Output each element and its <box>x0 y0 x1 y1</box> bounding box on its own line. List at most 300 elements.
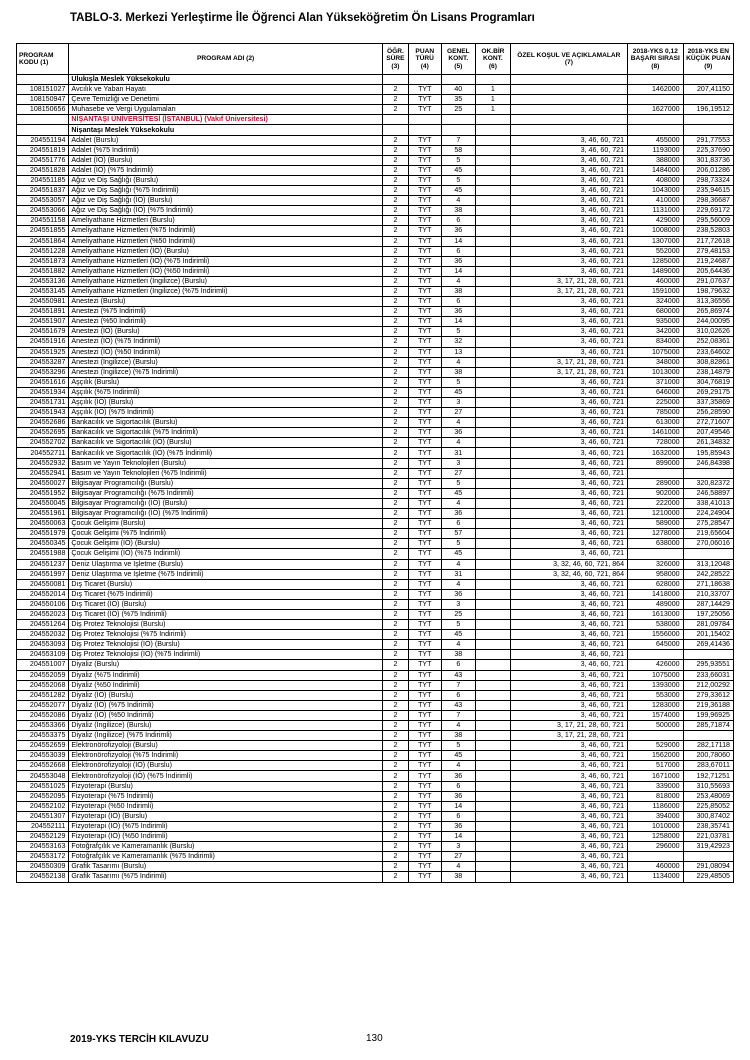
special-conditions: 3, 46, 60, 721 <box>510 589 627 599</box>
min-score <box>683 852 733 862</box>
score-type: TYT <box>409 206 441 216</box>
duration: 2 <box>382 700 408 710</box>
special-conditions: 3, 46, 60, 721 <box>510 145 627 155</box>
program-name: Diş Protez Teknolojisi (İÖ) (%75 İndirimli) <box>69 650 382 660</box>
top-student-quota <box>476 438 511 448</box>
min-score: 253,48069 <box>683 791 733 801</box>
program-code: 204551952 <box>17 488 69 498</box>
programs-table <box>16 43 734 883</box>
program-code: 204553066 <box>17 206 69 216</box>
score-type: TYT <box>409 690 441 700</box>
page-number: 130 <box>366 1033 383 1044</box>
duration: 2 <box>382 266 408 276</box>
program-code: 204552659 <box>17 741 69 751</box>
header-special-conditions: ÖZEL KOŞUL VE AÇIKLAMALAR (7) <box>510 44 627 75</box>
min-score: 261,34832 <box>683 438 733 448</box>
duration: 2 <box>382 317 408 327</box>
table-row <box>17 266 734 276</box>
special-conditions: 3, 46, 60, 721 <box>510 175 627 185</box>
program-code: 204551864 <box>17 236 69 246</box>
table-row <box>17 630 734 640</box>
success-rank: 460000 <box>628 276 684 286</box>
score-type: TYT <box>409 852 441 862</box>
special-conditions: 3, 46, 60, 721 <box>510 256 627 266</box>
program-name: Diyaliz (İÖ) (Burslu) <box>69 690 382 700</box>
success-rank: 408000 <box>628 175 684 185</box>
score-type: TYT <box>409 418 441 428</box>
score-type: TYT <box>409 448 441 458</box>
success-rank: 517000 <box>628 761 684 771</box>
general-quota: 4 <box>441 579 476 589</box>
duration: 2 <box>382 781 408 791</box>
general-quota: 38 <box>441 206 476 216</box>
program-code: 204550063 <box>17 519 69 529</box>
top-student-quota <box>476 670 511 680</box>
program-code: 204550106 <box>17 599 69 609</box>
empty-cell <box>409 75 441 85</box>
table-row <box>17 801 734 811</box>
success-rank: 628000 <box>628 579 684 589</box>
empty-cell <box>683 75 733 85</box>
special-conditions: 3, 46, 60, 721 <box>510 408 627 418</box>
duration: 2 <box>382 428 408 438</box>
table-row <box>17 771 734 781</box>
program-name: Diyaliz (Burslu) <box>69 660 382 670</box>
top-student-quota <box>476 771 511 781</box>
min-score: 219,36188 <box>683 700 733 710</box>
score-type: TYT <box>409 589 441 599</box>
success-rank: 225000 <box>628 398 684 408</box>
program-code: 204553287 <box>17 357 69 367</box>
special-conditions: 3, 46, 60, 721 <box>510 448 627 458</box>
table-row <box>17 579 734 589</box>
general-quota: 57 <box>441 529 476 539</box>
program-code: 204551837 <box>17 186 69 196</box>
program-code: 204551988 <box>17 549 69 559</box>
success-rank: 1278000 <box>628 529 684 539</box>
general-quota: 38 <box>441 286 476 296</box>
special-conditions: 3, 46, 60, 721 <box>510 741 627 751</box>
table-row <box>17 145 734 155</box>
top-student-quota <box>476 398 511 408</box>
min-score: 192,71251 <box>683 771 733 781</box>
special-conditions: 3, 46, 60, 721 <box>510 791 627 801</box>
min-score: 298,73324 <box>683 175 733 185</box>
top-student-quota: 1 <box>476 95 511 105</box>
top-student-quota <box>476 821 511 831</box>
score-type: TYT <box>409 670 441 680</box>
score-type: TYT <box>409 95 441 105</box>
program-code: 204552111 <box>17 821 69 831</box>
table-row <box>17 609 734 619</box>
success-rank: 1008000 <box>628 226 684 236</box>
guide-footer: 2019-YKS TERCİH KILAVUZU <box>70 1034 209 1045</box>
score-type: TYT <box>409 650 441 660</box>
table-row <box>17 95 734 105</box>
table-row <box>17 852 734 862</box>
score-type: TYT <box>409 286 441 296</box>
success-rank <box>628 95 684 105</box>
success-rank: 326000 <box>628 559 684 569</box>
top-student-quota <box>476 690 511 700</box>
program-code: 204551961 <box>17 509 69 519</box>
empty-cell <box>510 115 627 125</box>
min-score: 291,07637 <box>683 276 733 286</box>
success-rank: 538000 <box>628 620 684 630</box>
table-row <box>17 337 734 347</box>
score-type: TYT <box>409 741 441 751</box>
score-type: TYT <box>409 256 441 266</box>
score-type: TYT <box>409 620 441 630</box>
general-quota: 3 <box>441 842 476 852</box>
program-name: Bankacılık ve Sigortacılık (İÖ) (%75 İndirimli) <box>69 448 382 458</box>
top-student-quota <box>476 620 511 630</box>
min-score: 210,33707 <box>683 589 733 599</box>
score-type: TYT <box>409 791 441 801</box>
duration: 2 <box>382 135 408 145</box>
table-row <box>17 105 734 115</box>
program-name: Muhasebe ve Vergi Uygulamaları <box>69 105 382 115</box>
general-quota: 45 <box>441 488 476 498</box>
success-rank: 1613000 <box>628 609 684 619</box>
duration: 2 <box>382 519 408 529</box>
program-code: 108150656 <box>17 105 69 115</box>
special-conditions: 3, 46, 60, 721 <box>510 710 627 720</box>
success-rank: 529000 <box>628 741 684 751</box>
success-rank: 324000 <box>628 297 684 307</box>
min-score: 205,64436 <box>683 266 733 276</box>
special-conditions <box>510 105 627 115</box>
min-score: 275,28547 <box>683 519 733 529</box>
duration: 2 <box>382 569 408 579</box>
score-type: TYT <box>409 781 441 791</box>
program-name: Elektronörofizyoloji (İÖ) (Burslu) <box>69 761 382 771</box>
success-rank: 500000 <box>628 721 684 731</box>
success-rank: 728000 <box>628 438 684 448</box>
program-name: Bankacılık ve Sigortacılık (İÖ) (Burslu) <box>69 438 382 448</box>
top-student-quota <box>476 256 511 266</box>
duration: 2 <box>382 498 408 508</box>
top-student-quota <box>476 468 511 478</box>
score-type: TYT <box>409 458 441 468</box>
program-name: Ağız ve Diş Sağlığı (İÖ) (Burslu) <box>69 196 382 206</box>
special-conditions: 3, 46, 60, 721 <box>510 509 627 519</box>
duration: 2 <box>382 771 408 781</box>
general-quota: 5 <box>441 155 476 165</box>
program-code: 204551916 <box>17 337 69 347</box>
top-student-quota <box>476 811 511 821</box>
header-program-name: PROGRAM ADI (2) <box>69 44 382 75</box>
table-row <box>17 842 734 852</box>
score-type: TYT <box>409 398 441 408</box>
top-student-quota <box>476 529 511 539</box>
duration: 2 <box>382 347 408 357</box>
score-type: TYT <box>409 216 441 226</box>
general-quota: 40 <box>441 85 476 95</box>
special-conditions: 3, 46, 60, 721 <box>510 206 627 216</box>
empty-cell <box>441 75 476 85</box>
success-rank: 645000 <box>628 640 684 650</box>
top-student-quota <box>476 710 511 720</box>
min-score: 217,72618 <box>683 236 733 246</box>
success-rank: 388000 <box>628 155 684 165</box>
min-score: 272,71607 <box>683 418 733 428</box>
top-student-quota <box>476 842 511 852</box>
top-student-quota <box>476 236 511 246</box>
min-score: 265,86974 <box>683 307 733 317</box>
table-row <box>17 710 734 720</box>
duration: 2 <box>382 196 408 206</box>
score-type: TYT <box>409 317 441 327</box>
table-row <box>17 478 734 488</box>
score-type: TYT <box>409 175 441 185</box>
general-quota: 14 <box>441 266 476 276</box>
program-name: Ameliyathane Hizmetleri (%75 İndirimli) <box>69 226 382 236</box>
general-quota: 14 <box>441 832 476 842</box>
success-rank: 1591000 <box>628 286 684 296</box>
score-type: TYT <box>409 488 441 498</box>
top-student-quota <box>476 387 511 397</box>
special-conditions: 3, 46, 60, 721 <box>510 155 627 165</box>
table-row <box>17 700 734 710</box>
min-score: 338,41013 <box>683 498 733 508</box>
min-score: 235,94615 <box>683 186 733 196</box>
program-code: 204552686 <box>17 418 69 428</box>
success-rank: 1556000 <box>628 630 684 640</box>
program-name: Fotoğrafçılık ve Kameramanlık (Burslu) <box>69 842 382 852</box>
general-quota: 6 <box>441 246 476 256</box>
top-student-quota: 1 <box>476 85 511 95</box>
program-name: Ameliyathane Hizmetleri (%50 İndirimli) <box>69 236 382 246</box>
duration: 2 <box>382 791 408 801</box>
special-conditions: 3, 46, 60, 721 <box>510 650 627 660</box>
table-row <box>17 721 734 731</box>
min-score: 197,25056 <box>683 609 733 619</box>
general-quota: 4 <box>441 761 476 771</box>
success-rank: 489000 <box>628 599 684 609</box>
general-quota: 58 <box>441 145 476 155</box>
general-quota: 6 <box>441 519 476 529</box>
duration: 2 <box>382 367 408 377</box>
score-type: TYT <box>409 478 441 488</box>
program-code: 204551882 <box>17 266 69 276</box>
general-quota: 3 <box>441 398 476 408</box>
empty-cell <box>441 125 476 135</box>
table-row <box>17 327 734 337</box>
special-conditions: 3, 46, 60, 721 <box>510 670 627 680</box>
table-row <box>17 448 734 458</box>
section-row <box>17 125 734 135</box>
success-rank: 818000 <box>628 791 684 801</box>
table-row <box>17 186 734 196</box>
university-row <box>17 115 734 125</box>
program-code: 204551819 <box>17 145 69 155</box>
special-conditions: 3, 46, 60, 721 <box>510 640 627 650</box>
score-type: TYT <box>409 408 441 418</box>
top-student-quota <box>476 448 511 458</box>
score-type: TYT <box>409 771 441 781</box>
score-type: TYT <box>409 529 441 539</box>
empty-cell <box>628 125 684 135</box>
success-rank: 1393000 <box>628 680 684 690</box>
empty-cell <box>382 75 408 85</box>
min-score: 256,28590 <box>683 408 733 418</box>
top-student-quota <box>476 145 511 155</box>
min-score: 337,35869 <box>683 398 733 408</box>
general-quota: 7 <box>441 680 476 690</box>
min-score: 195,85943 <box>683 448 733 458</box>
success-rank: 342000 <box>628 327 684 337</box>
general-quota: 4 <box>441 196 476 206</box>
table-row <box>17 216 734 226</box>
min-score: 252,08361 <box>683 337 733 347</box>
table-row <box>17 519 734 529</box>
top-student-quota <box>476 721 511 731</box>
min-score: 238,35741 <box>683 821 733 831</box>
program-name: Çocuk Gelişimi (%75 İndirimli) <box>69 529 382 539</box>
duration: 2 <box>382 357 408 367</box>
general-quota: 25 <box>441 105 476 115</box>
success-rank: 1186000 <box>628 801 684 811</box>
program-code: 204552059 <box>17 670 69 680</box>
min-score: 207,41150 <box>683 85 733 95</box>
general-quota: 6 <box>441 297 476 307</box>
program-name: Anestezi (İÖ) (%75 İndirimli) <box>69 337 382 347</box>
program-code: 204553048 <box>17 771 69 781</box>
program-name: Anestezi (Burslu) <box>69 297 382 307</box>
general-quota: 38 <box>441 650 476 660</box>
program-code: 204553109 <box>17 650 69 660</box>
special-conditions: 3, 46, 60, 721 <box>510 842 627 852</box>
success-rank <box>628 650 684 660</box>
score-type: TYT <box>409 630 441 640</box>
program-name: Ameliyathane Hizmetleri (Burslu) <box>69 216 382 226</box>
general-quota: 45 <box>441 387 476 397</box>
program-code: 204552102 <box>17 801 69 811</box>
success-rank: 1418000 <box>628 589 684 599</box>
special-conditions: 3, 17, 21, 28, 60, 721 <box>510 276 627 286</box>
table-row <box>17 862 734 872</box>
special-conditions: 3, 32, 46, 60, 721, 864 <box>510 569 627 579</box>
min-score: 269,29175 <box>683 387 733 397</box>
table-row <box>17 357 734 367</box>
min-score: 233,66031 <box>683 670 733 680</box>
duration: 2 <box>382 559 408 569</box>
table-row <box>17 458 734 468</box>
table-row <box>17 811 734 821</box>
success-rank: 222000 <box>628 498 684 508</box>
empty-cell <box>628 115 684 125</box>
empty-cell <box>476 125 511 135</box>
special-conditions: 3, 46, 60, 721 <box>510 266 627 276</box>
program-name: Fotoğrafçılık ve Kameramanlık (%75 İndirimli) <box>69 852 382 862</box>
score-type: TYT <box>409 186 441 196</box>
top-student-quota <box>476 650 511 660</box>
special-conditions <box>510 95 627 105</box>
duration: 2 <box>382 620 408 630</box>
program-name: Anestezi (%50 İndirimli) <box>69 317 382 327</box>
program-code: 204552941 <box>17 468 69 478</box>
general-quota: 38 <box>441 872 476 882</box>
special-conditions: 3, 46, 60, 721 <box>510 226 627 236</box>
min-score: 283,67011 <box>683 761 733 771</box>
duration: 2 <box>382 175 408 185</box>
table-row <box>17 781 734 791</box>
general-quota: 5 <box>441 377 476 387</box>
special-conditions: 3, 46, 60, 721 <box>510 751 627 761</box>
score-type: TYT <box>409 337 441 347</box>
program-code: 204550345 <box>17 539 69 549</box>
min-score: 279,48153 <box>683 246 733 256</box>
program-name: Ameliyathane Hizmetleri (İngilizce) (%75 İndirimli) <box>69 286 382 296</box>
page-title: TABLO-3. Merkezi Yerleştirme İle Öğrenci Alan Yükseköğretim Ön Lisans Programları <box>70 12 535 24</box>
program-name: Elektronörofizyoloji (Burslu) <box>69 741 382 751</box>
score-type: TYT <box>409 579 441 589</box>
program-code: 204551731 <box>17 398 69 408</box>
program-name: Bilgisayar Programcılığı (Burslu) <box>69 478 382 488</box>
general-quota: 45 <box>441 630 476 640</box>
program-code: 204551907 <box>17 317 69 327</box>
table-row <box>17 640 734 650</box>
min-score: 221,03781 <box>683 832 733 842</box>
success-rank: 834000 <box>628 337 684 347</box>
special-conditions: 3, 46, 60, 721 <box>510 761 627 771</box>
score-type: TYT <box>409 710 441 720</box>
table-row <box>17 498 734 508</box>
program-code: 204551873 <box>17 256 69 266</box>
score-type: TYT <box>409 680 441 690</box>
min-score: 279,33612 <box>683 690 733 700</box>
min-score: 246,58897 <box>683 488 733 498</box>
score-type: TYT <box>409 226 441 236</box>
special-conditions: 3, 46, 60, 721 <box>510 529 627 539</box>
top-student-quota <box>476 428 511 438</box>
program-name: Elektronörofizyoloji (%75 İndirimli) <box>69 751 382 761</box>
table-row <box>17 559 734 569</box>
general-quota: 3 <box>441 458 476 468</box>
min-score: 320,82372 <box>683 478 733 488</box>
program-code: 204551997 <box>17 569 69 579</box>
general-quota: 43 <box>441 700 476 710</box>
success-rank: 1010000 <box>628 821 684 831</box>
top-student-quota <box>476 640 511 650</box>
special-conditions: 3, 46, 60, 721 <box>510 832 627 842</box>
program-name: Diyaliz (İÖ) (%50 İndirimli) <box>69 710 382 720</box>
special-conditions: 3, 46, 60, 721 <box>510 165 627 175</box>
success-rank: 1484000 <box>628 165 684 175</box>
success-rank: 1013000 <box>628 367 684 377</box>
program-code: 204552077 <box>17 700 69 710</box>
top-student-quota <box>476 680 511 690</box>
top-student-quota <box>476 731 511 741</box>
program-name: Anestezi (İÖ) (%50 İndirimli) <box>69 347 382 357</box>
top-student-quota <box>476 852 511 862</box>
min-score: 301,83736 <box>683 155 733 165</box>
table-row <box>17 650 734 660</box>
program-name: Fizyoterapi (İÖ) (%75 İndirimli) <box>69 821 382 831</box>
duration: 2 <box>382 731 408 741</box>
top-student-quota <box>476 559 511 569</box>
program-name: Avcılık ve Yaban Hayatı <box>69 85 382 95</box>
program-name: Dış Ticaret (İÖ) (Burslu) <box>69 599 382 609</box>
program-code: 204551194 <box>17 135 69 145</box>
success-rank: 1193000 <box>628 145 684 155</box>
top-student-quota <box>476 347 511 357</box>
duration: 2 <box>382 539 408 549</box>
duration: 2 <box>382 186 408 196</box>
special-conditions: 3, 46, 60, 721 <box>510 771 627 781</box>
min-score <box>683 549 733 559</box>
